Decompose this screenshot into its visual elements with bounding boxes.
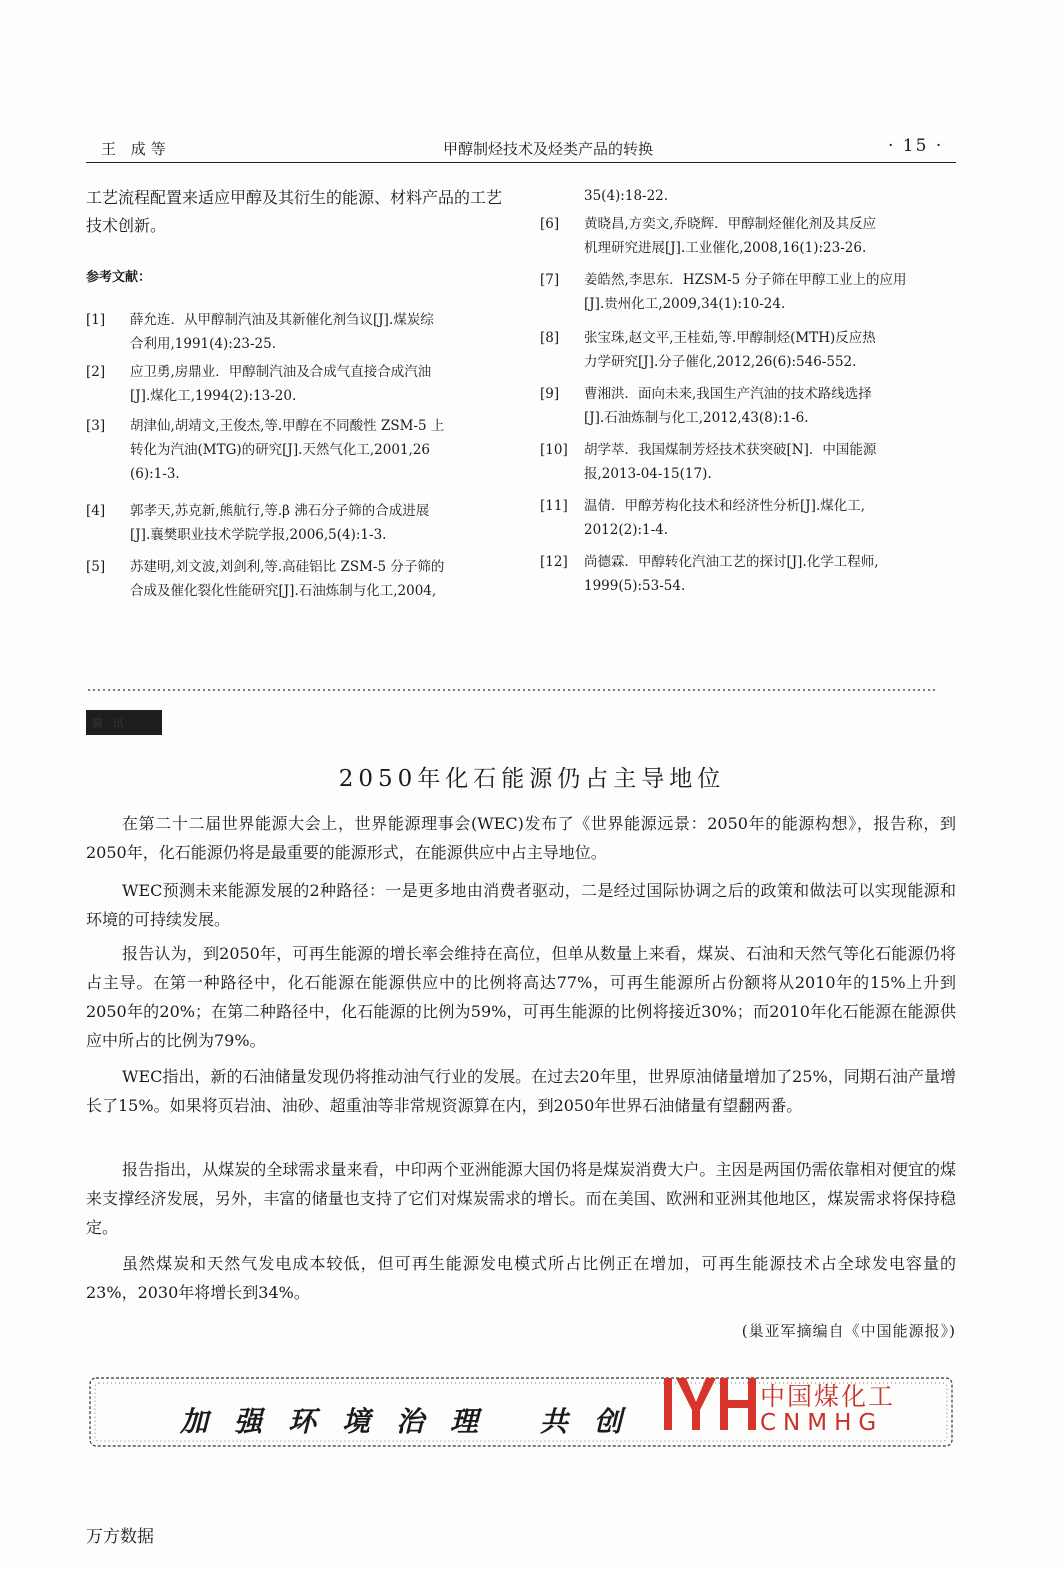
news-paragraph: 在第二十二届世界能源大会上，世界能源理事会(WEC)发布了《世界能源远景：2050年的能源构想》，报告称，到2050年，化石能源仍将是最重要的能源形式，在能源供应中占主导地位。 [86,814,956,862]
reference-number: [4] [86,503,106,519]
news-tag-label: 简 讯 [92,717,127,730]
reference-number: [3] [86,418,106,434]
reference-line: [J].襄樊职业技术学院学报,2006,5(4):1-3. [130,527,387,543]
logo-english-name: CNMHG [760,1410,884,1436]
reference-line: [J].石油炼制与化工,2012,43(8):1-6. [584,410,809,426]
reference-number: [12] [540,554,568,570]
reference-number: [11] [540,498,568,514]
reference-text [584,326,876,374]
page-number: · 15 · [888,136,944,156]
reference-text [584,382,872,430]
banner-slogan: 加强环境治理 共创 [180,1405,648,1438]
section-divider [88,688,938,692]
reference-text [130,499,429,547]
reference-line: 张宝珠,赵文平,王桂茹,等.甲醇制烃(MTH)反应热 [584,330,876,346]
cnmhg-logo-icon [664,1378,760,1436]
news-paragraph: 报告指出，从煤炭的全球需求量来看，中印两个亚洲能源大国仍将是煤炭消费大户。主因是两国仍需依靠相对便宜的煤来支撑经济发展，另外，丰富的储量也支持了它们对煤炭需求的增长。而在美国、欧洲和亚洲其他地区，煤炭需求将保持稳定。 [86,1160,956,1237]
reference-line: 黄晓昌,方奕文,乔晓辉．甲醇制烃催化剂及其反应 [584,216,877,232]
reference-text [130,555,444,603]
reference-text [130,360,431,408]
reference-line: 机理研究进展[J].工业催化,2008,16(1):23-26. [584,240,867,256]
reference-line: (6):1-3. [130,466,180,482]
reference-text [130,414,444,486]
reference-number: [10] [540,442,568,458]
reference-line: [J].贵州化工,2009,34(1):10-24. [584,296,786,312]
reference-continuation-text: 35(4):18-22. [584,188,669,204]
reference-text [584,268,906,316]
reference-number: [9] [540,386,560,402]
logo-chinese-name: 中国煤化工 [760,1382,896,1411]
references-heading: 参考文献： [86,270,152,285]
reference-line: 温倩．甲醇芳构化技术和经济性分析[J].煤化工, [584,498,866,514]
reference-number: [8] [540,330,560,346]
reference-line: 合成及催化裂化性能研究[J].石油炼制与化工,2004, [130,583,437,599]
intro-paragraph: 工艺流程配置来适应甲醇及其衍生的能源、材料产品的工艺技术创新。 [86,188,503,235]
reference-line: 郭孝天,苏克新,熊航行,等.β 沸石分子筛的合成进展 [130,503,430,519]
reference-number: [2] [86,364,106,380]
running-header-title: 甲醇制烃技术及烃类产品的转换 [442,140,653,158]
reference-number: [6] [540,216,560,232]
reference-line: [J].煤化工,1994(2):13-20. [130,388,297,404]
news-title: 2050年化石能源仍占主导地位 [338,766,726,792]
reference-number: [5] [86,559,106,575]
reference-line: 报,2013-04-15(17). [584,466,712,482]
reference-line: 曹湘洪．面向未来,我国生产汽油的技术路线选择 [584,386,872,402]
reference-number: [1] [86,312,106,328]
news-section-tag [86,710,162,735]
reference-line: 应卫勇,房鼎业．甲醇制汽油及合成气直接合成汽油 [130,364,432,380]
header-rule [86,162,956,163]
reference-number: [7] [540,272,560,288]
news-paragraph: WEC指出，新的石油储量发现仍将推动油气行业的发展。在过去20年里，世界原油储量增加了25%，同期石油产量增长了15%。如果将页岩油、油砂、超重油等非常规资源算在内，到2050年世界石油储量有望翻两番。 [86,1067,956,1115]
reference-line: 合利用,1991(4):23-25. [130,336,277,352]
reference-text [584,438,876,486]
reference-line: 尚德霖．甲醇转化汽油工艺的探讨[J].化学工程师, [584,554,879,570]
footer-watermark: 万方数据 [86,1527,154,1547]
news-source: (巢亚军摘编自《中国能源报》) [741,1322,956,1340]
news-paragraph: WEC预测未来能源发展的2种路径：一是更多地由消费者驱动，二是经过国际协调之后的政策和做法可以实现能源和环境的可持续发展。 [86,881,956,929]
reference-line: 1999(5):53-54. [584,578,686,594]
reference-line: 姜皓然,李思东．HZSM-5 分子筛在甲醇工业上的应用 [584,272,907,288]
reference-text [584,494,865,542]
news-paragraph: 虽然煤炭和天然气发电成本较低，但可再生能源发电模式所占比例正在增加，可再生能源技术占全球发电容量的23%，2030年将增长到34%。 [86,1254,956,1302]
running-header-author: 王 成等 [101,140,171,158]
reference-line: 胡津仙,胡靖文,王俊杰,等.甲醇在不同酸性 ZSM-5 上 [130,418,445,434]
reference-text [130,308,434,356]
reference-line: 力学研究[J].分子催化,2012,26(6):546-552. [584,354,857,370]
reference-line: 胡学萃．我国煤制芳烃技术获突破[N]．中国能源 [584,442,877,458]
reference-line: 2012(2):1-4. [584,522,669,538]
reference-line: 薛允连．从甲醇制汽油及其新催化剂刍议[J].煤炭综 [130,312,434,328]
reference-text [584,550,879,598]
reference-text [584,212,876,260]
news-paragraph: 报告认为，到2050年，可再生能源的增长率会维持在高位，但单从数量上来看，煤炭、石油和天然气等化石能源仍将占主导。在第一种路径中，化石能源在能源供应中的比例将高达77%，可再生能源所占份额将从2010年的15%上升到2050年的20%；在第二种路径中，化石能源的比例为59%，可再生能源的比例将接近30%；而2010年化石能源在能源供应中所占的比例为79%。 [86,944,956,1050]
reference-line: 苏建明,刘文波,刘剑利,等.高硅铝比 ZSM-5 分子筛的 [130,559,445,575]
reference-line: 转化为汽油(MTG)的研究[J].天然气化工,2001,26 [130,442,430,458]
